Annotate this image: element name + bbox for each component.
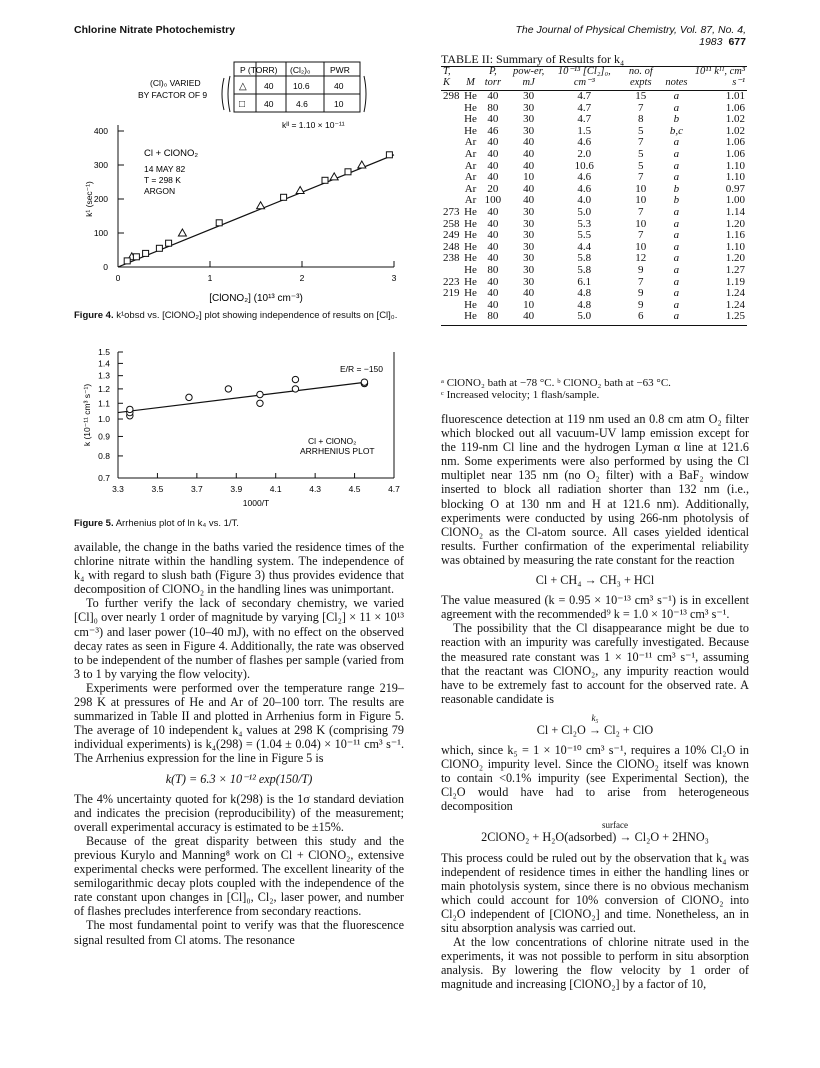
reaction-surface-block	[441, 821, 749, 844]
table-cell: Ar	[464, 159, 477, 172]
figure-4-chart	[74, 56, 414, 308]
table-cell: 5.5	[577, 229, 592, 242]
fig5-data-point	[186, 394, 192, 400]
table-cell: 40	[507, 311, 550, 325]
table-cell: 40	[487, 90, 499, 102]
table-cell: He	[464, 217, 477, 230]
table-cell: 1.10	[725, 240, 745, 253]
table-cell: He	[464, 287, 477, 300]
table-cell: 46	[487, 124, 499, 137]
fig5-x-tick-label: 3.5	[151, 484, 164, 494]
table-cell: Ar	[464, 147, 477, 160]
table-cell: a	[673, 275, 680, 288]
table-cell: 1.01	[725, 90, 745, 102]
table-cell: 20	[487, 182, 499, 195]
table-cell: 1.00	[725, 194, 745, 207]
table-cell: a	[673, 159, 680, 172]
table-cell: 1.20	[725, 217, 745, 230]
table-cell: 1.19	[725, 275, 745, 288]
fig5-x-axis-label: 1000/T	[242, 498, 270, 508]
running-head-right	[470, 24, 746, 48]
table-cell: 4.6	[577, 136, 592, 149]
table-cell: 40	[487, 240, 499, 253]
table-cell: 1.25	[690, 311, 747, 325]
table-cell: 40	[487, 217, 499, 230]
table-row	[441, 91, 747, 103]
table-cell: 4.8	[577, 287, 592, 300]
table-cell: He	[464, 252, 477, 265]
table-cell: He	[464, 229, 477, 242]
fig5-x-tick-label: 3.9	[230, 484, 243, 494]
right-paragraph-2: The value measured (k = 0.95 × 10⁻¹³ cm³ s⁻¹) is in excellent agreement with the recommended⁹ k = 1.0 × 10⁻¹³ cm³ s⁻¹.	[441, 593, 749, 622]
table-cell: 1.10	[725, 159, 745, 172]
table-cell: 9	[638, 298, 644, 311]
table-cell	[441, 103, 462, 115]
fig5-data-point	[225, 386, 231, 392]
fig4-square-point	[216, 220, 222, 226]
table-cell: 0.97	[725, 182, 745, 195]
reaction-surface-label: surface	[602, 820, 628, 831]
table-cell: He	[464, 101, 477, 114]
right-paragraph-1: fluorescence detection at 119 nm used an 0.8 cm atm O₂ filter which blocked out all vacuum-UV lamp emission except for the 119-nm Cl line and the hydrogen Lyman α line at 121.6 nm. Some experiments were also performed by using the Cl multiplet near 135 nm (no O₂ filter) with a BaF₂ window inserted to block all radiation shorter than 132 nm (i.e., blocking O at 130 nm and H at 121.6 nm). Additionally, experiments were conducted by using 266-nm photolysis of ClONO₂ as the Cl-atom source. All cases yielded identical results. Further confirmation of the experimental reliability was obtained by measuring the rate constant for the reaction	[441, 412, 749, 567]
table-cell: 1.06	[725, 101, 745, 114]
table-cell	[441, 126, 462, 138]
fig4-square-point	[124, 258, 130, 264]
col-header-t: T, K	[441, 67, 462, 91]
table-cell: 40	[487, 171, 499, 184]
table-cell: 7	[638, 136, 644, 149]
fig4-y-tick-label: 100	[93, 228, 108, 238]
table-cell: a	[673, 147, 680, 160]
reaction-heterogeneous: 2ClONO₂ + H₂O(adsorbed) → Cl₂O + 2HNO₃	[481, 830, 709, 845]
table-cell: 80	[479, 311, 507, 325]
reaction-k5-label: k₅	[591, 712, 599, 723]
fig4-square-point	[281, 194, 287, 200]
table-cell: 1.24	[725, 287, 745, 300]
table-cell: 7	[638, 229, 644, 242]
table-cell: 1.16	[725, 229, 745, 242]
table-cell: 4.0	[577, 194, 592, 207]
fig4-triangle-point	[358, 161, 366, 168]
table-cell: 10	[523, 171, 535, 184]
col-header-k: 10¹¹ kᴵᴵ, cm³ s⁻¹	[690, 67, 747, 91]
table-cell: 30	[523, 113, 535, 126]
table-cell: 4.7	[577, 113, 592, 126]
table-cell: a	[673, 229, 680, 242]
table-cell: b	[673, 113, 680, 126]
table-2	[441, 66, 747, 326]
table-cell: 40	[487, 298, 499, 311]
col-header-expts: no. of expts	[618, 67, 663, 91]
table-cell: 273	[443, 205, 460, 218]
table-cell: 238	[443, 252, 460, 265]
fig5-x-tick-label: 4.5	[348, 484, 361, 494]
col-header-power: pow-er, mJ	[507, 67, 550, 91]
table-row	[441, 207, 747, 219]
table-cell: 40	[523, 287, 535, 300]
table-cell: Ar	[464, 182, 477, 195]
table-cell: 40	[487, 229, 499, 242]
table-cell: He	[464, 113, 477, 126]
fig5-y-tick-label: 1.3	[98, 370, 110, 381]
left-paragraph-1: available, the change in the baths varied the residence times of the chlorine nitrate within the handling system. The independence of k₄ with regard to slush bath (Figure 3) thus provides evidence that decomposition of ClONO₂ in the handling lines was unimportant.	[74, 540, 404, 597]
fig4-x-axis-label: [ClONO₂] (10¹³ cm⁻³)	[209, 293, 303, 304]
table-cell	[441, 149, 462, 161]
table-cell: 1.02	[725, 124, 745, 137]
table-cell: 30	[523, 275, 535, 288]
table-cell: 1.20	[725, 252, 745, 265]
table-cell: He	[462, 311, 479, 325]
table-cell: 7	[638, 171, 644, 184]
table-cell: 30	[523, 101, 535, 114]
reaction-cl-ch4: Cl + CH₄ → CH₃ + HCl	[535, 573, 655, 588]
table-cell: 10	[635, 194, 647, 207]
reaction-cl-cl2o: Cl + Cl₂O → Cl₂ + ClO	[536, 722, 654, 737]
table-cell	[441, 161, 462, 173]
table-cell: a	[673, 252, 680, 265]
table-cell: a	[673, 171, 680, 184]
table-row	[441, 172, 747, 184]
table-cell: Ar	[464, 194, 477, 207]
table-cell: 4.7	[577, 101, 592, 114]
right-paragraph-5: This process could be ruled out by the observation that k₄ was independent of residence times in either the handling lines or main photolysis system, since there is no obvious mechanism which could account for 10% conversion of ClONO₂ into Cl₂O independent of [ClONO₂] and time. Nonetheless, an in situ absorption analysis was carried out.	[441, 850, 749, 935]
figure-4-legend	[138, 62, 366, 130]
table-cell: 30	[523, 240, 535, 253]
table-cell: 40	[487, 113, 499, 126]
fig5-y-tick-label: 0.9	[98, 431, 110, 442]
table-cell: 4.4	[577, 240, 592, 253]
left-paragraph-4: The 4% uncertainty quoted for k(298) is the 1σ standard deviation and indicates the precision (reproducibility) of the measurement; overall experimental accuracy is estimated to be ±15%.	[74, 791, 404, 834]
legend-sym-square: □	[239, 99, 246, 110]
table-cell: He	[464, 263, 477, 276]
figure-5-caption-label: Figure 5.	[74, 518, 114, 529]
fig4-square-point	[345, 169, 351, 175]
table-cell: 4.6	[577, 171, 592, 184]
table-cell: 30	[523, 205, 535, 218]
fig5-x-tick-label: 4.7	[388, 484, 400, 494]
fig5-x-tick-label: 4.3	[309, 484, 322, 494]
table-cell: 1.5	[577, 124, 592, 137]
legend-pwr-row2: 10	[334, 99, 344, 109]
left-paragraph-3: Experiments were performed over the temperature range 219–298 K at pressures of He and Ar of 20–100 torr. The results are summarized in Table II and plotted in Arrhenius form in Figure 5. The average of 10 independent k₄ values at 298 K (comprising 79 individual experiments) is k₄(298) = (1.04 ± 0.04) × 10⁻¹¹ cm³ s⁻¹. The Arrhenius expression for the line in Figure 5 is	[74, 680, 404, 766]
table-cell: 10	[635, 182, 647, 195]
table-cell: 1.10	[725, 171, 745, 184]
table-cell: b,c	[669, 124, 683, 137]
table-cell: 10	[523, 298, 535, 311]
legend-cl2-row2: 4.6	[296, 99, 308, 109]
fig4-square-point	[156, 245, 162, 251]
table-cell: He	[464, 205, 477, 218]
figure-4-caption-label: Figure 4.	[74, 310, 114, 321]
table-cell: 5.8	[577, 263, 592, 276]
table-cell: 1.06	[725, 147, 745, 160]
fig5-x-tick-label: 3.7	[190, 484, 203, 494]
fig5-y-tick-label: 1.1	[98, 398, 110, 409]
reaction-cl-cl2o-block	[441, 714, 749, 737]
table-cell	[441, 172, 462, 184]
table-cell: 4.6	[577, 182, 592, 195]
table-cell: Ar	[464, 171, 477, 184]
table-cell: 40	[523, 182, 535, 195]
fig4-x-tick-label: 2	[299, 273, 305, 283]
table-cell: 100	[484, 194, 502, 207]
fig5-x-tick-label: 4.1	[269, 484, 282, 494]
table-cell: 1.02	[725, 113, 745, 126]
figure-4-caption-text: k¹obsd vs. [ClONO₂] plot showing independence of results on [Cl]₀.	[116, 310, 398, 321]
table-cell: 5	[638, 147, 644, 160]
table-cell: 7	[638, 101, 644, 114]
right-paragraph-6: At the low concentrations of chlorine nitrate used in the experiments, it was not possible to perform in situ absorption analysis. By lowering the flow velocity by 1 order of magnitude and increasing [ClONO₂] by a factor of 10,	[441, 935, 749, 992]
table-row	[441, 230, 747, 242]
table-cell: 40	[487, 159, 499, 172]
table-cell	[441, 300, 462, 312]
table-cell: 40	[487, 252, 499, 265]
fig4-square-point	[322, 177, 328, 183]
right-paragraph-3: The possibility that the Cl disappearance might be due to reaction with an impurity was carefully investigated. Because the measured rate constant was 1 × 10⁻¹¹ cm³ s⁻¹, assuming that the reactant was ClONO₂, any impurity reaction would have to be extremely fast to account for the observed rate. A reasonable candidate is	[441, 621, 749, 706]
table-cell: 248	[443, 240, 460, 253]
table-cell: a	[673, 90, 680, 102]
table-cell: 7	[638, 205, 644, 218]
table-row	[441, 265, 747, 277]
figure-5-chart	[74, 340, 414, 516]
table-cell: 40	[487, 147, 499, 160]
table-cell: 40	[523, 136, 535, 149]
figure-4-caption	[74, 310, 414, 321]
table-cell: He	[464, 124, 477, 137]
fig5-er-label: E/R = −150	[340, 364, 384, 374]
figure-5-caption	[74, 518, 414, 529]
table-cell: 12	[635, 252, 647, 265]
table-cell: 5.8	[577, 252, 592, 265]
table-cell: b	[673, 182, 680, 195]
table-cell: 40	[523, 159, 535, 172]
fig5-data-point	[292, 376, 298, 382]
table-cell: b	[673, 194, 680, 207]
fig5-y-tick-label: 0.7	[98, 473, 110, 483]
table-cell: 223	[443, 275, 460, 288]
arrhenius-equation: k(T) = 6.3 × 10⁻¹² exp(150/T)	[165, 771, 313, 786]
table-cell: 4.8	[577, 298, 592, 311]
fig5-data-point	[257, 400, 263, 406]
legend-cl-varied: (Cl)₀ VARIED	[150, 78, 201, 88]
table-cell: 30	[523, 124, 535, 137]
fig5-fit-line	[118, 382, 364, 412]
table-2-title: TABLE II: Summary of Results for k₄	[441, 52, 625, 66]
table-row	[441, 288, 747, 300]
fig5-y-tick-label: 1.5	[98, 347, 110, 357]
table-cell: a	[673, 217, 680, 230]
fig4-y-axis-label: k¹ (sec⁻¹)	[84, 181, 94, 217]
table-cell: a	[673, 298, 680, 311]
table-row	[441, 149, 747, 161]
legend-p-row1: 40	[264, 81, 274, 91]
journal-citation: The Journal of Physical Chemistry, Vol. 87, No. 4, 1983	[515, 24, 746, 48]
legend-sym-triangle: △	[239, 81, 247, 92]
table-row	[441, 311, 747, 325]
table-cell: 1.24	[725, 298, 745, 311]
table-cell: 80	[487, 263, 499, 276]
table-cell: 1.14	[725, 205, 745, 218]
table-cell: 9	[638, 263, 644, 276]
page-number: 677	[728, 36, 746, 48]
table-cell: 10	[635, 240, 647, 253]
fig5-annotation: ARRHENIUS PLOT	[300, 446, 375, 456]
table-cell: a	[673, 240, 680, 253]
fig4-square-point	[133, 254, 139, 260]
table-cell: 80	[487, 101, 499, 114]
table-cell	[441, 184, 462, 196]
table-cell: 219	[443, 287, 460, 300]
col-header-p: P, torr	[479, 67, 507, 91]
table-footnote-ab: ᵃ ClONO₂ bath at −78 °C. ᵇ ClONO₂ bath at −63 °C.	[441, 377, 671, 389]
table-cell: 40	[523, 194, 535, 207]
fig5-y-axis-label: k (10⁻¹¹ cm³ s⁻¹)	[82, 383, 92, 447]
table-cell: He	[464, 298, 477, 311]
table-cell: 5	[638, 124, 644, 137]
table-cell: 40	[523, 147, 535, 160]
table-cell	[441, 114, 462, 126]
fig4-triangle-point	[330, 173, 338, 180]
table-footnote-c: ᶜ Increased velocity; 1 flash/sample.	[441, 389, 600, 401]
legend-cl2-row1: 10.6	[293, 81, 310, 91]
fig4-triangle-point	[178, 229, 186, 236]
left-paragraph-5: Because of the great disparity between this study and the previous Kurylo and Manning⁸ work on Cl + ClONO₂, extensive experimental checks were performed. The excellent linearity of the semilogarithmic decay plots coupled with the independence of the rate constant upon changes in [Cl]₀, Cl₂, laser power, and number of flashes precludes interference from secondary reactions.	[74, 833, 404, 919]
col-header-cl2: 10⁻¹³ [Cl₂]₀, cm⁻³	[550, 67, 618, 91]
fig4-k-label: kᴵᴵ = 1.10 × 10⁻¹¹	[282, 120, 345, 130]
fig4-y-tick-label: 400	[93, 126, 108, 136]
table-cell: 1.27	[725, 263, 745, 276]
table-cell: Ar	[464, 136, 477, 149]
table-cell: a	[673, 101, 680, 114]
fig5-y-tick-label: 1.2	[98, 383, 110, 394]
table-cell: He	[464, 240, 477, 253]
table-cell: 4.7	[577, 90, 592, 102]
table-cell: 5	[638, 159, 644, 172]
table-cell: 30	[523, 229, 535, 242]
fig5-x-tick-label: 3.3	[112, 484, 124, 494]
table-cell: 30	[523, 90, 535, 102]
table-cell: 40	[487, 287, 499, 300]
table-cell: a	[673, 263, 680, 276]
fig4-square-point	[386, 152, 392, 158]
right-column-text	[441, 412, 749, 991]
table-cell: 5.0	[577, 205, 592, 218]
fig4-x-tick-label: 1	[207, 273, 213, 283]
table-cell	[441, 265, 462, 277]
fig4-annotation: T = 298 K	[144, 175, 181, 185]
table-cell: a	[673, 205, 680, 218]
legend-p-row2: 40	[264, 99, 274, 109]
table-2-footnotes	[441, 377, 751, 401]
table-cell: 6	[618, 311, 663, 325]
figure-5-caption-text: Arrhenius plot of ln k₄ vs. 1/T.	[115, 518, 239, 529]
left-paragraph-6: The most fundamental point to verify was that the fluorescence signal resulted from Cl atoms. The resonance	[74, 918, 404, 947]
fig5-y-tick-label: 1.0	[98, 414, 110, 425]
table-cell: 6.1	[577, 275, 592, 288]
table-cell	[441, 311, 462, 325]
fig5-annotation: Cl + ClONO₂	[308, 436, 357, 446]
col-header-notes: notes	[663, 67, 689, 91]
right-paragraph-4: which, since k₅ = 1 × 10⁻¹⁰ cm³ s⁻¹, requires a 10% Cl₂O in ClONO₂ impurity level. Since the ClONO₂ itself was known to contain <0.1% impurity (see Experimental Section), the Cl₂O would have had to arise from heterogeneous decomposition	[441, 742, 749, 814]
fig4-y-tick-label: 200	[93, 194, 108, 204]
table-cell: 249	[443, 229, 460, 242]
fig5-data-point	[361, 379, 367, 385]
table-cell: 15	[635, 90, 647, 102]
table-cell: 10.6	[574, 159, 594, 172]
left-paragraph-2: To further verify the lack of secondary chemistry, we varied [Cl]₀ over nearly 1 order of magnitude by varying [Cl₂] × 11 × 10¹³ cm⁻³) and laser power (10–40 mJ), with no effect on the observed decay rates as seen in Figure 4. Additionally, the rate was observed to be independent of the number of flashes per sample (varied from 3 to 1 by varying the flow velocity).	[74, 596, 404, 681]
col-header-m: M	[462, 67, 479, 91]
table-cell: a	[673, 136, 680, 149]
table-cell: 7	[638, 275, 644, 288]
fig4-y-tick-label: 300	[93, 160, 108, 170]
legend-pwr-row1: 40	[334, 81, 344, 91]
fig4-y-tick-label: 0	[103, 262, 108, 272]
table-cell: He	[464, 90, 477, 102]
table-cell: 9	[638, 287, 644, 300]
table-cell: 2.0	[577, 147, 592, 160]
table-cell: a	[663, 311, 689, 325]
table-cell: 40	[487, 205, 499, 218]
table-cell: 10	[635, 217, 647, 230]
fig4-square-point	[166, 240, 172, 246]
fig4-annotation: Cl + ClONO₂	[144, 148, 199, 159]
left-column-text	[74, 540, 404, 947]
fig4-annotation: ARGON	[144, 186, 176, 196]
fig4-x-tick-label: 3	[391, 273, 397, 283]
fig5-y-tick-label: 1.4	[98, 358, 110, 369]
fig5-data-point	[127, 406, 133, 412]
table-cell: 1.06	[725, 136, 745, 149]
legend-header-pwr: PWR	[330, 65, 350, 75]
legend-header-cl2: (Cl₂)₀	[290, 65, 311, 75]
table-cell: 5.3	[577, 217, 592, 230]
fig4-triangle-point	[257, 202, 265, 209]
fig4-x-tick-label: 0	[115, 273, 121, 283]
running-head-left: Chlorine Nitrate Photochemistry	[74, 24, 236, 36]
table-cell: 30	[523, 263, 535, 276]
table-cell: 258	[443, 217, 460, 230]
fig5-y-tick-label: 0.8	[98, 450, 110, 461]
table-cell: 8	[638, 113, 644, 126]
table-cell: 30	[523, 217, 535, 230]
table-cell	[441, 137, 462, 149]
legend-header-p: P (TORR)	[240, 65, 278, 75]
table-cell: 298	[443, 90, 460, 102]
table-cell: 5.0	[550, 311, 618, 325]
fig5-data-point	[257, 391, 263, 397]
table-cell: a	[673, 287, 680, 300]
table-cell: He	[464, 275, 477, 288]
table-cell: 40	[487, 136, 499, 149]
legend-factor-9: BY FACTOR OF 9	[138, 90, 208, 100]
table-cell: 30	[523, 252, 535, 265]
fig5-data-point	[292, 386, 298, 392]
fig4-square-point	[143, 250, 149, 256]
fig4-annotation: 14 MAY 82	[144, 164, 186, 174]
table-cell: 40	[487, 275, 499, 288]
fig4-triangle-point	[296, 187, 304, 194]
